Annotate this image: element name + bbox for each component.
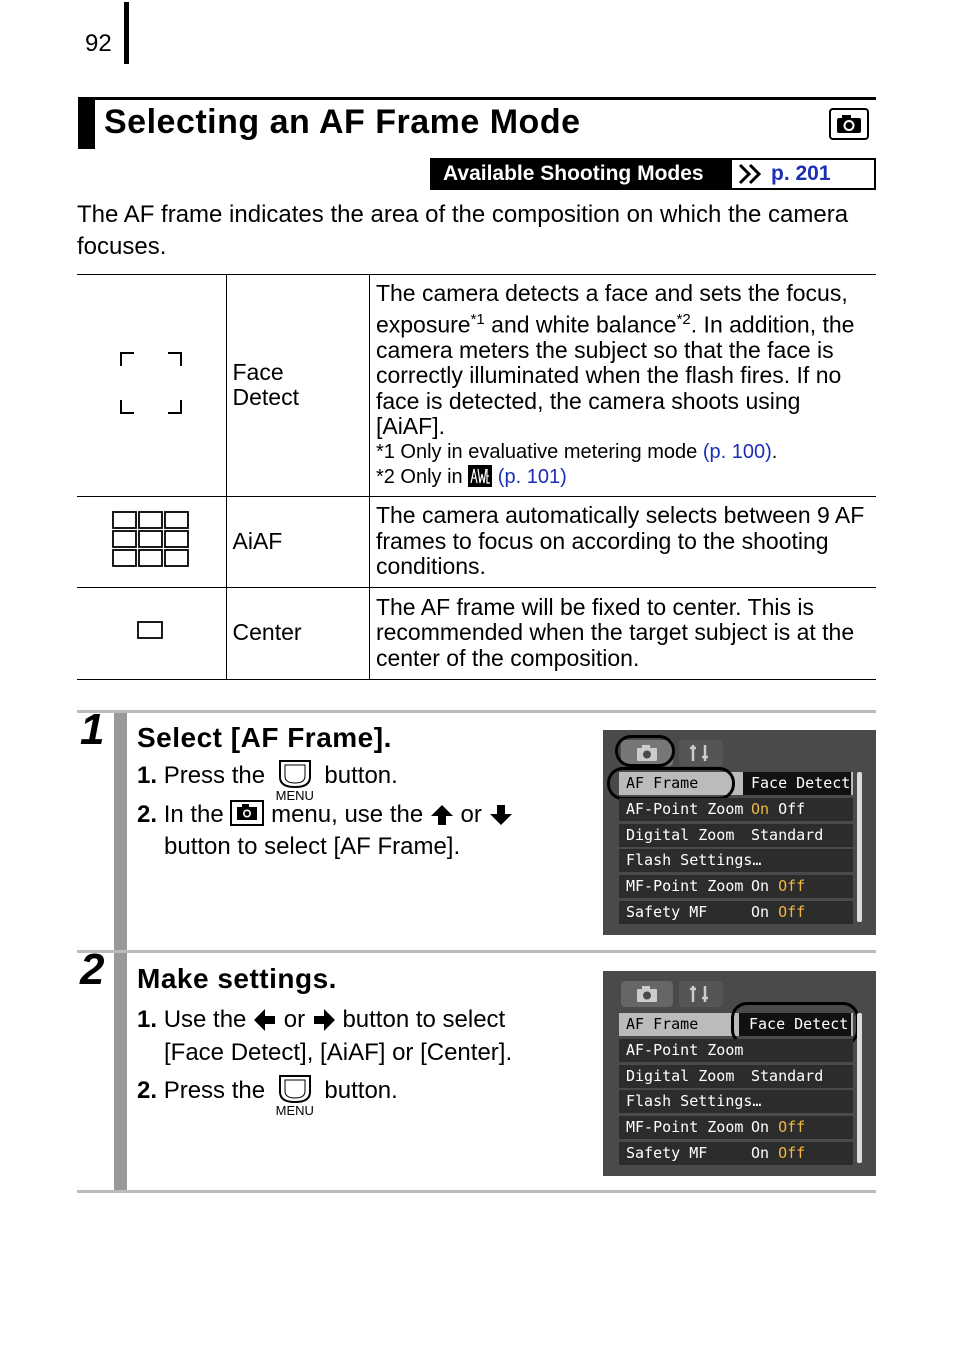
- step-text: button.: [324, 1077, 398, 1104]
- step-1-rule: [77, 710, 876, 713]
- page-link[interactable]: (p. 101): [497, 465, 567, 488]
- title-rule: [78, 97, 876, 100]
- mode-description: The AF frame will be fixed to center. This is recommended when the target subject is at the center of the composition.: [369, 587, 876, 679]
- aiaf-grid-icon: [77, 496, 226, 587]
- mode-name: Center: [226, 587, 369, 679]
- row-value: [751, 901, 805, 924]
- row-label: Flash Settings…: [626, 851, 762, 869]
- step-text: In the: [163, 801, 224, 828]
- step-text: menu, use the: [271, 801, 424, 828]
- step-1-number: 1: [80, 705, 105, 754]
- step-index: 2.: [137, 1077, 158, 1104]
- mode-description: The camera automatically selects between 9 AF frames to focus on according to the shooting conditions.: [369, 496, 876, 587]
- step-2-line-3: [137, 1072, 398, 1118]
- step-index: 1.: [137, 1006, 158, 1033]
- step-text: button.: [324, 762, 398, 789]
- menu-label: MENU: [275, 788, 314, 803]
- center-frame-icon: [77, 587, 226, 679]
- page-link[interactable]: (p. 100): [702, 440, 772, 463]
- row-label: AF-Point Zoom: [626, 800, 744, 818]
- row-highlight-ring: [607, 767, 735, 800]
- table-row: [77, 496, 876, 587]
- menu-label: MENU: [275, 1103, 314, 1118]
- step-text: Use the: [163, 1006, 247, 1033]
- lcd-row-mf-point-zoom[interactable]: [619, 875, 853, 898]
- available-shooting-modes: [430, 158, 876, 190]
- section-title: Selecting an AF Frame Mode: [104, 103, 581, 141]
- desc-part: . In addition, the camera meters the subject so that the face is correctly illuminated when the flash fires. If no face is detected, the camera shoots using [AiAF].: [375, 311, 855, 440]
- step-2-title: Make settings.: [137, 963, 337, 994]
- row-label: Safety MF: [626, 1144, 708, 1162]
- step-2-number: 2: [80, 945, 105, 994]
- row-label: AF Frame: [626, 774, 699, 792]
- page-number-divider: [124, 2, 129, 64]
- tools-icon: [687, 743, 713, 763]
- mode-name: Face Detect: [226, 275, 369, 497]
- off-option: Off: [778, 877, 806, 895]
- menu-button-icon: [272, 759, 318, 803]
- lcd-row-af-point-zoom[interactable]: [619, 798, 853, 821]
- lcd-row-mf-point-zoom[interactable]: [619, 1116, 853, 1139]
- row-label: AF-Point Zoom: [626, 1041, 744, 1059]
- step-text: Press the: [163, 1077, 266, 1104]
- on-option: On: [751, 1118, 770, 1136]
- lcd-row-digital-zoom[interactable]: [619, 824, 853, 847]
- row-value: [751, 875, 805, 898]
- lcd-row-safety-mf[interactable]: [619, 901, 853, 924]
- row-label: MF-Point Zoom: [626, 1118, 744, 1136]
- lcd-row-flash-settings[interactable]: [619, 849, 853, 872]
- step-2-rule: [77, 950, 876, 953]
- row-label: Digital Zoom: [626, 1067, 735, 1085]
- lcd-row-flash-settings[interactable]: [619, 1090, 853, 1113]
- lcd-row-safety-mf[interactable]: [619, 1142, 853, 1165]
- step-index: 1.: [137, 762, 158, 789]
- menu-button-icon: [272, 1074, 318, 1118]
- row-label: Flash Settings…: [626, 1092, 762, 1110]
- note-text: *1 Only in evaluative metering mode: [375, 440, 703, 463]
- row-value: [751, 1116, 805, 1139]
- on-option: On: [751, 877, 770, 895]
- face-detect-frame-icon: [77, 275, 226, 497]
- row-label: AF Frame: [626, 1015, 699, 1033]
- tab-highlight-ring: [615, 735, 675, 767]
- lcd-row-digital-zoom[interactable]: [619, 1065, 853, 1088]
- step-1-bar: [114, 713, 127, 950]
- desc-part: and white balance: [484, 311, 677, 338]
- mode-description: [369, 275, 876, 497]
- lcd-scrollbar[interactable]: [857, 772, 862, 922]
- step-text: or: [460, 801, 482, 828]
- intro-text: The AF frame indicates the area of the composition on which the camera focuses.: [77, 201, 849, 260]
- lcd-scrollbar[interactable]: [857, 1013, 862, 1163]
- mode-name: AiAF: [226, 496, 369, 587]
- footnote-ref: *1: [470, 310, 485, 328]
- row-label: Digital Zoom: [626, 826, 735, 844]
- af-mode-table: [77, 274, 876, 680]
- row-value: Standard: [751, 1067, 824, 1085]
- footnote-1: [376, 440, 870, 465]
- on-option: On: [751, 800, 770, 818]
- footnote-2: [376, 465, 870, 490]
- step-text: button to select: [342, 1006, 506, 1033]
- modes-label: Available Shooting Modes: [432, 160, 732, 188]
- bottom-rule: [77, 1190, 876, 1193]
- off-option: Off: [778, 800, 806, 818]
- off-option: Off: [778, 1144, 806, 1162]
- row-label: Safety MF: [626, 903, 708, 921]
- off-option: Off: [778, 1118, 806, 1136]
- camera-icon: [829, 108, 869, 140]
- modes-page-link[interactable]: p. 201: [771, 162, 831, 185]
- camera-icon: [635, 984, 659, 1004]
- down-arrow-icon: [489, 800, 513, 838]
- title-marker: [78, 100, 95, 149]
- step-text: Press the: [163, 762, 266, 789]
- page-number: 92: [85, 30, 112, 57]
- step-2-bar: [114, 953, 127, 1190]
- row-value: [751, 1142, 805, 1165]
- lcd-row-af-point-zoom[interactable]: [619, 1039, 853, 1062]
- step-1-title: Select [AF Frame].: [137, 722, 392, 753]
- step-1-line-1: [137, 757, 398, 803]
- on-option: On: [751, 1144, 770, 1162]
- step-text: or: [283, 1006, 306, 1033]
- table-row: [77, 587, 876, 679]
- row-label: MF-Point Zoom: [626, 877, 744, 895]
- step-2-line-2: [Face Detect], [AiAF] or [Center].: [164, 1039, 513, 1066]
- on-option: On: [751, 903, 770, 921]
- off-option: Off: [778, 903, 806, 921]
- note-text: *2 Only in: [375, 465, 469, 488]
- auto-white-balance-icon: [468, 465, 492, 487]
- tools-icon: [687, 984, 713, 1004]
- double-chevron-icon: [737, 163, 765, 185]
- lcd-value-face-detect: Face Detect: [739, 1013, 851, 1036]
- table-row: [77, 275, 876, 497]
- step-1-line-3: button to select [AF Frame].: [164, 833, 461, 860]
- lcd-value-face-detect: Face Detect: [743, 772, 851, 795]
- desc-part: The camera detects a face and sets the focus, exposure: [375, 280, 848, 338]
- footnote-ref: *2: [676, 310, 691, 328]
- note-text: .: [771, 440, 778, 463]
- step-index: 2.: [137, 801, 158, 828]
- lcd-screen-1: [603, 730, 876, 935]
- row-value: Standard: [751, 826, 824, 844]
- row-value: [751, 798, 805, 821]
- lcd-screen-2: [603, 971, 876, 1176]
